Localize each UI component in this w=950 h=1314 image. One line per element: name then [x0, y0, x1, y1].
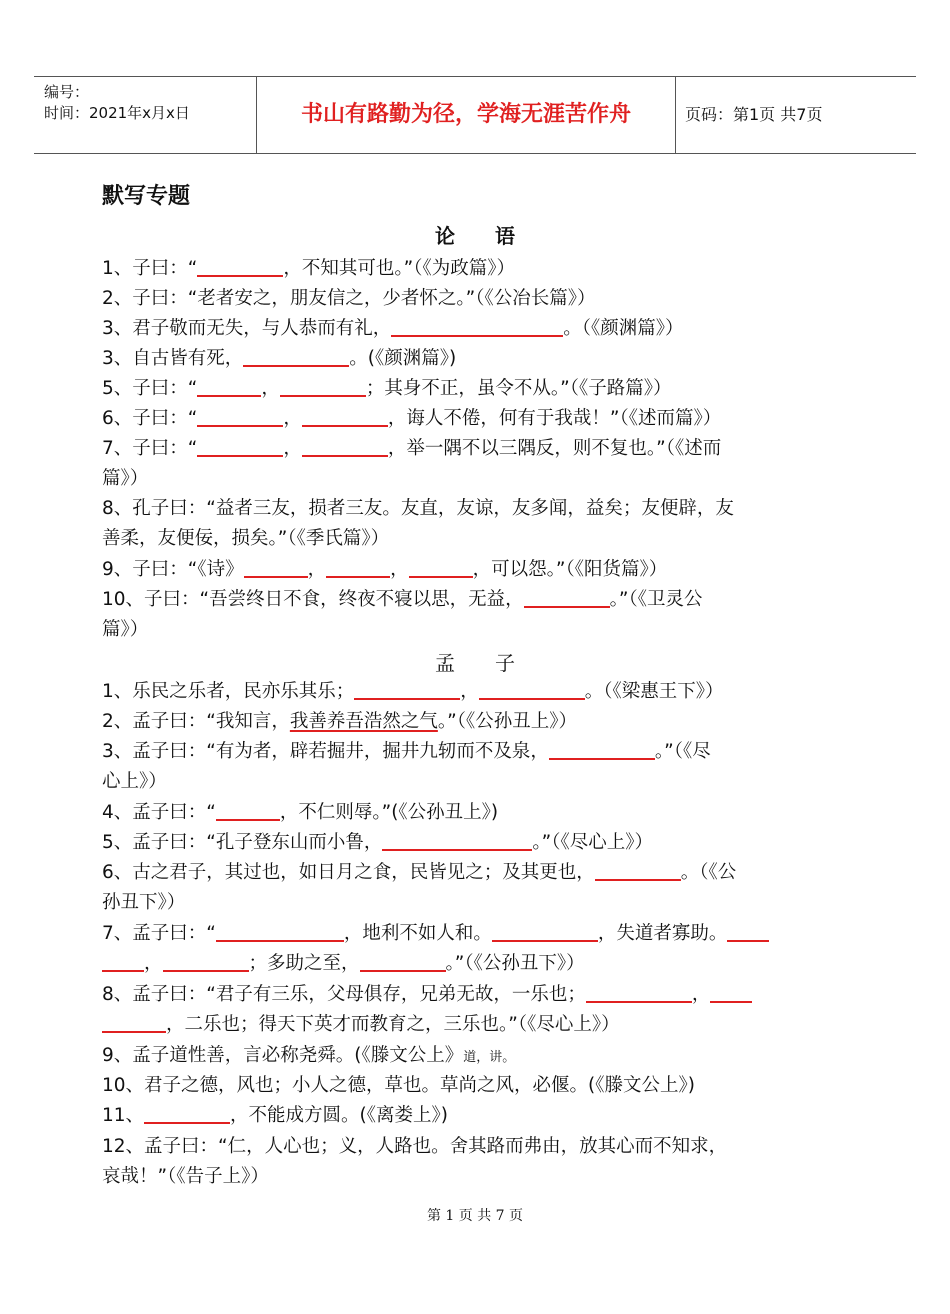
fill-blank[interactable]	[354, 677, 460, 699]
mengzi-item-7	[102, 919, 850, 979]
item-text: ，	[144, 953, 163, 974]
fill-blank[interactable]	[382, 828, 532, 850]
item-text: 心上》）	[102, 771, 167, 792]
item-text: ，	[307, 559, 327, 580]
item-text: 1、子曰：“	[102, 258, 198, 279]
lunyu-item-10	[102, 585, 850, 645]
fill-blank[interactable]	[102, 949, 144, 971]
fill-blank[interactable]	[197, 404, 283, 426]
item-text: ，	[283, 408, 302, 429]
item-text: ，	[390, 559, 409, 580]
mengzi-item-10	[102, 1071, 850, 1101]
item-text: 12、孟子曰：“仁，人心也；义，人路也。舍其路而弗由，放其心而不知求，	[102, 1136, 728, 1157]
item-text: 。”（《尽心上》）	[532, 832, 653, 853]
lunyu-item-2	[102, 284, 850, 314]
item-text: ，可以怨。”（《阳货篇》）	[472, 559, 668, 580]
item-text: ，	[283, 438, 302, 459]
lunyu-item-4	[102, 344, 850, 374]
item-text: ，诲人不倦，何有于我哉！”（《述而篇》）	[387, 408, 722, 429]
item-text: 6、子曰：“	[102, 408, 198, 429]
mengzi-item-9	[102, 1041, 850, 1073]
item-text: 6、古之君子，其过也，如日月之食，民皆见之；及其更也，	[102, 862, 595, 883]
fill-blank[interactable]	[302, 434, 388, 456]
item-text: ；其身不正，虽令不从。”（《子路篇》）	[365, 378, 672, 399]
serial-label: 编号：	[44, 83, 90, 101]
fill-blank[interactable]	[479, 677, 585, 699]
fill-blank[interactable]	[492, 919, 598, 941]
fill-blank[interactable]	[216, 798, 280, 820]
item-text: 。（《颜渊篇》）	[563, 318, 684, 339]
document-header	[34, 76, 916, 154]
fill-blank[interactable]	[197, 434, 283, 456]
fill-blank[interactable]	[244, 555, 308, 577]
item-text: 5、子曰：“	[102, 378, 198, 399]
item-text: 。”（《卫灵公	[609, 589, 703, 610]
lunyu-item-8	[102, 494, 850, 554]
page-footer: 第 1 页 共 7 页	[426, 1208, 524, 1224]
mengzi-item-5	[102, 828, 850, 858]
item-text: 2、孟子曰：“我知言，	[102, 711, 290, 732]
mengzi-item-12	[102, 1132, 850, 1192]
section-title-mengzi: 孟子	[435, 651, 555, 675]
item-text: ；多助之至，	[248, 953, 360, 974]
item-text: 善柔，友便佞，损矣。”（《季氏篇》）	[102, 528, 390, 549]
mengzi-item-4	[102, 798, 850, 828]
fill-blank[interactable]	[197, 374, 261, 396]
mengzi-item-11	[102, 1101, 850, 1131]
item-text: ，	[261, 378, 280, 399]
item-text: 。（《梁惠王下》）	[584, 681, 724, 702]
item-text: 篇》）	[102, 468, 149, 489]
mengzi-item-6	[102, 858, 850, 918]
fill-blank[interactable]	[524, 585, 610, 607]
item-text: ，不仁则辱。”(《公孙丑上》)	[279, 802, 499, 823]
item-text: 。”（《尽	[654, 741, 711, 762]
item-text: 1、乐民之乐者，民亦乐其乐；	[102, 681, 355, 702]
item-text: 3、君子敬而无失，与人恭而有礼，	[102, 318, 392, 339]
item-text: ，	[691, 984, 711, 1005]
item-text: 篇》）	[102, 619, 149, 640]
item-text: 孙丑下》）	[102, 892, 186, 913]
time-label: 时间：2021年x月x日	[44, 104, 190, 122]
lunyu-item-3	[102, 314, 850, 344]
item-text: 9、孟子道性善，言必称尧舜。(《滕文公上》	[102, 1045, 464, 1066]
footnote-text: 道，讲。	[463, 1050, 516, 1065]
lunyu-item-7	[102, 434, 850, 494]
item-text: ，	[460, 681, 479, 702]
mengzi-item-3	[102, 737, 850, 797]
fill-blank[interactable]	[391, 314, 563, 336]
item-text: 7、子曰：“	[102, 438, 198, 459]
header-motto: 书山有路勤为径，学海无涯苦作舟	[257, 77, 676, 153]
fill-blank[interactable]	[727, 919, 769, 941]
item-text: ，地利不如人和。	[343, 923, 492, 944]
item-text: 。”（《公孙丑上》）	[437, 711, 577, 732]
lunyu-item-5	[102, 374, 850, 404]
section-title-lunyu: 论语	[435, 224, 555, 248]
fill-blank[interactable]	[409, 555, 473, 577]
fill-blank[interactable]	[586, 980, 692, 1002]
mengzi-item-8	[102, 980, 850, 1040]
item-text: 5、孟子曰：“孔子登东山而小鲁，	[102, 832, 383, 853]
document-title: 默写专题	[102, 184, 191, 209]
fill-blank[interactable]	[243, 344, 349, 366]
fill-blank[interactable]	[710, 980, 752, 1002]
item-text: 7、孟子曰：“	[102, 923, 216, 944]
item-text: 10、君子之德，风也；小人之德，草也。草尚之风，必偃。(《滕文公上》)	[102, 1075, 695, 1096]
fill-blank[interactable]	[549, 737, 655, 759]
item-text: 3、孟子曰：“有为者，辟若掘井，掘井九轫而不及泉，	[102, 741, 549, 762]
lunyu-item-1	[102, 254, 850, 284]
item-text: 。”（《公孙丑下》）	[445, 953, 585, 974]
fill-blank[interactable]	[216, 919, 344, 941]
item-text: 3、自古皆有死，	[102, 348, 244, 369]
fill-blank[interactable]	[326, 555, 390, 577]
header-page-label: 页码：第1页 共7页	[685, 105, 823, 124]
header-meta	[34, 77, 257, 153]
fill-blank[interactable]	[163, 949, 249, 971]
item-text: 4、孟子曰：“	[102, 802, 216, 823]
mengzi-item-2	[102, 707, 850, 737]
underlined-answer: 我善养吾浩然之气	[289, 711, 438, 732]
item-text: 2、子曰：“老者安之，朋友信之，少者怀之。”（《公冶长篇》）	[102, 288, 596, 309]
lunyu-item-6	[102, 404, 850, 434]
lunyu-item-9	[102, 555, 850, 585]
item-text: 11、	[102, 1105, 145, 1126]
item-text: ，举一隅不以三隅反，则不复也。”（《述而	[387, 438, 722, 459]
item-text: 8、孔子曰：“益者三友，损者三友。友直，友谅，友多闻，益矣；友便辟，友	[102, 498, 734, 519]
item-text: ，二乐也；得天下英才而教育之，三乐也。”（《尽心上》）	[166, 1014, 620, 1035]
item-text: 。(《颜渊篇》)	[349, 348, 457, 369]
fill-blank[interactable]	[280, 374, 366, 396]
fill-blank[interactable]	[144, 1101, 230, 1123]
item-text: 8、孟子曰：“君子有三乐，父母俱存，兄弟无故，一乐也；	[102, 984, 586, 1005]
fill-blank[interactable]	[360, 949, 446, 971]
fill-blank[interactable]	[302, 404, 388, 426]
mengzi-item-1	[102, 677, 850, 707]
item-text: ，不能成方圆。(《离娄上》)	[230, 1105, 448, 1126]
item-text: 10、子曰：“吾尝终日不食，终夜不寝以思，无益，	[102, 589, 524, 610]
item-text: ，不知其可也。”（《为政篇》）	[283, 258, 515, 279]
item-text: 。（《公	[680, 862, 737, 883]
fill-blank[interactable]	[595, 858, 681, 880]
fill-blank[interactable]	[102, 1010, 166, 1032]
item-text: 9、子曰：“《诗》	[102, 559, 244, 580]
item-text: ，失道者寡助。	[597, 923, 728, 944]
item-text: 哀哉！”（《告子上》）	[102, 1166, 269, 1187]
fill-blank[interactable]	[197, 254, 283, 276]
